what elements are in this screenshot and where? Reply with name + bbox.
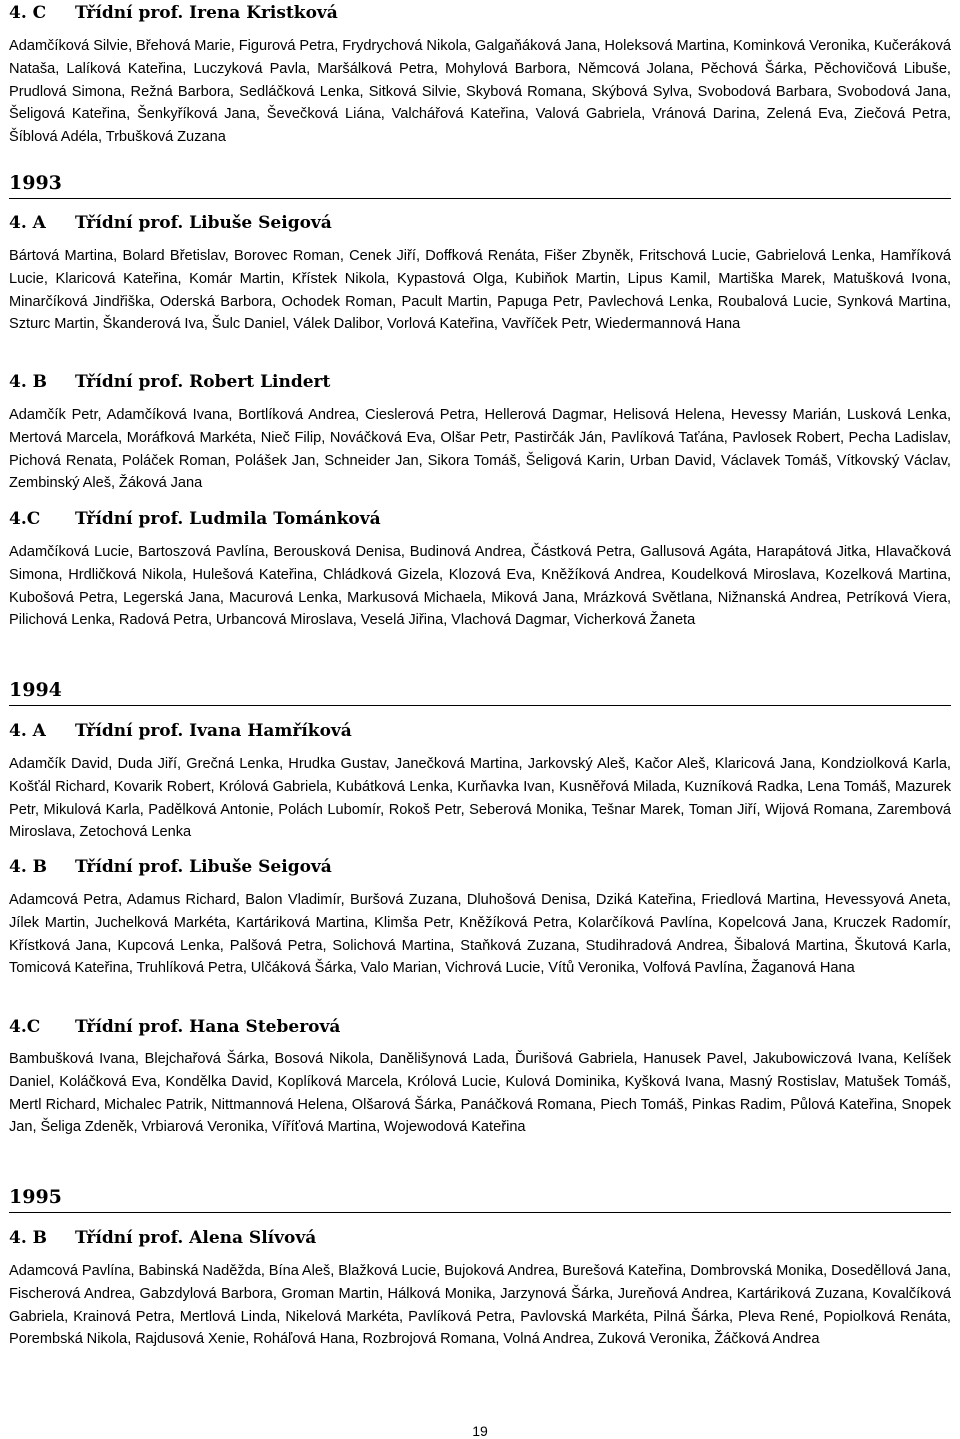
class-heading [9, 212, 951, 234]
class-heading [9, 2, 951, 24]
class-heading [9, 856, 951, 878]
student-list: Bambušková Ivana, Blejchařová Šárka, Bosová Nikola, Danělišynová Lada, Ďurišová Gabriela, Hanusek Pavel, Jakubowiczová Ivana, Kelíšek Daniel, Koláčková Eva, Kondělka David, Koplíková Marcela, Królová Lucie, Kulová Dominika, Kyšková Ivana, Masný Rostislav, Matušek Tomáš, Mertl Richard, Michalec Patrik, Nittmannová Helena, Olšarová Šárka, Panáčková Romana, Piech Tomáš, Pinkas Radim, Půlová Kateřina, Snopek Jan, Šeliga Zdeněk, Vrbiarová Veronika, Víříťová Martina, Wojewodová Kateřina [9, 1051, 951, 1136]
class-teacher: Třídní prof. Irena Kristková [75, 3, 338, 23]
class-teacher: Třídní prof. Libuše Seigová [75, 213, 332, 233]
class-heading [9, 1016, 951, 1038]
class-teacher: Třídní prof. Alena Slívová [75, 1228, 317, 1248]
class-heading [9, 720, 951, 742]
class-label: 4. A [9, 721, 46, 741]
student-list: Adamčík Petr, Adamčíková Ivana, Bortlíková Andrea, Cieslerová Petra, Hellerová Dagmar, Helisová Helena, Hevessy Marián, Lusková Lenka, Mertová Marcela, Moráfková Markéta, Nieč Filip, Nováčková Eva, Olšar Petr, Pastirčák Ján, Pavlíková Taťána, Pavlosek Robert, Pecha Ladislav, Pichová Renata, Poláček Roman, Polášek Jan, Schneider Jan, Sikora Tomáš, Šeligová Karin, Urban David, Václavek Tomáš, Vítkovský Václav, Zembinský Aleš, Žáková Jana [9, 407, 951, 492]
class-label: 4. A [9, 213, 46, 233]
student-list: Adamčíková Lucie, Bartoszová Pavlína, Berousková Denisa, Budinová Andrea, Částková Petra, Gallusová Agáta, Harapátová Jitka, Hlavačková Simona, Hrdličková Nikola, Hulešová Kateřina, Chládková Gizela, Klozová Eva, Kněžíková Andrea, Koudelková Miroslava, Kozelková Martina, Kubošová Petra, Legerská Jana, Macurová Lenka, Markusová Michaela, Miková Jana, Mrázková Světlana, Nižnanská Andrea, Petríková Viera, Pilichová Lenka, Radová Petra, Urbancová Miroslava, Veselá Jiřina, Vlachová Dagmar, Vicherková Žaneta [9, 544, 951, 629]
class-teacher: Třídní prof. Libuše Seigová [75, 857, 332, 877]
class-heading [9, 371, 951, 393]
student-list: Adamčíková Silvie, Břehová Marie, Figurová Petra, Frydrychová Nikola, Galgaňáková Jana, Holeksová Martina, Kominková Veronika, Kučeráková Nataša, Lalíková Kateřina, Luczyková Pavla, Maršálková Petra, Mohylová Barbora, Němcová Jolana, Pěchová Šárka, Pěchovičová Libuše, Prudlová Simona, Režná Barbora, Sedláčková Lenka, Sitková Silvie, Skybová Romana, Skýbová Sylva, Svobodová Barbara, Svobodová Jana, Šeligová Kateřina, Šenkyříková Jana, Ševečková Liána, Valchářová Kateřina, Valová Gabriela, Vránová Darina, Zelená Eva, Ziečová Petra, Šíblová Adéla, Trbušková Zuzana [9, 38, 951, 146]
class-heading [9, 1227, 951, 1249]
class-label: 4. B [9, 857, 48, 877]
class-label: 4. B [9, 1228, 48, 1248]
class-teacher: Třídní prof. Ludmila Tománková [75, 509, 381, 529]
page-number: 19 [472, 1423, 488, 1439]
class-heading [9, 508, 951, 530]
class-teacher: Třídní prof. Robert Lindert [75, 372, 331, 392]
year-heading: 1994 [9, 677, 951, 706]
class-label: 4. B [9, 372, 48, 392]
year-heading: 1993 [9, 170, 951, 199]
student-list: Adamcová Petra, Adamus Richard, Balon Vladimír, Buršová Zuzana, Dluhošová Denisa, Dziká Kateřina, Friedlová Martina, Hevessyová Aneta, Jílek Martin, Juchelková Markéta, Kartáriková Martina, Klimša Petr, Kněžíková Petra, Kolarčíková Pavlína, Kopelcová Jana, Kruczek Radomír, Křístková Jana, Kupcová Lenka, Palšová Petra, Solichová Martina, Staňková Zuzana, Studihradová Andrea, Šibalová Martina, Škutová Karla, Tomicová Kateřina, Truhlíková Petra, Ulčáková Šárka, Valo Marian, Vichrová Lucie, Vítů Veronika, Volfová Pavlína, Žaganová Hana [9, 892, 951, 977]
class-label: 4. C [9, 3, 47, 23]
class-label: 4.C [9, 509, 41, 529]
class-label: 4.C [9, 1017, 41, 1037]
student-list: Adamčík David, Duda Jiří, Grečná Lenka, Hrudka Gustav, Janečková Martina, Jarkovský Aleš, Kačor Aleš, Klaricová Jana, Kondziolková Karla, Košťál Richard, Kovarik Robert, Królová Gabriela, Kubátková Lenka, Kurňavka Ivan, Kusněřová Milada, Kuzníková Radka, Lena Tomáš, Mazurek Petr, Mikulová Karla, Padělková Antonie, Polách Lubomír, Rokoš Petr, Seberová Monika, Tešnar Marek, Toman Jiří, Wijová Romana, Zarembová Miroslava, Zetochová Lenka [9, 756, 951, 841]
class-teacher: Třídní prof. Hana Steberová [75, 1017, 341, 1037]
year-heading: 1995 [9, 1184, 951, 1213]
class-teacher: Třídní prof. Ivana Hamříková [75, 721, 352, 741]
student-list: Adamcová Pavlína, Babinská Naděžda, Bína Aleš, Blažková Lucie, Bujoková Andrea, Burešová Kateřina, Dombrovská Monika, Doseděllová Jana, Fischerová Andrea, Gabzdylová Barbora, Groman Martin, Hálková Monika, Jarzynová Šárka, Jureňová Andrea, Kartáriková Zuzana, Kovalčíková Gabriela, Krainová Petra, Mertlová Linda, Nikelová Markéta, Pavlíková Petra, Pavlovská Markéta, Pilná Šárka, Pleva René, Popiolková Renáta, Porembská Nikola, Rajdusová Xenie, Roháľová Hana, Rozbrojová Romana, Volná Andrea, Zuková Veronika, Žáčková Andrea [9, 1263, 951, 1348]
student-list: Bártová Martina, Bolard Břetislav, Borovec Roman, Cenek Jiří, Doffková Renáta, Fišer Zbyněk, Fritschová Lucie, Gabrielová Lenka, Hamříková Lucie, Klaricová Kateřina, Komár Martin, Křístek Nikola, Kypastová Olga, Kubiňok Martin, Lipus Kamil, Martiška Marek, Matušková Ivona, Minarčíková Jindřiška, Oderská Barbora, Ochodek Roman, Pacult Martin, Papuga Petr, Pavlechová Lenka, Roubalová Lucie, Synková Martina, Szturc Martin, Škanderová Iva, Šulc Daniel, Válek Dalibor, Vorlová Kateřina, Vavříček Petr, Wiedermannová Hana [9, 248, 951, 333]
